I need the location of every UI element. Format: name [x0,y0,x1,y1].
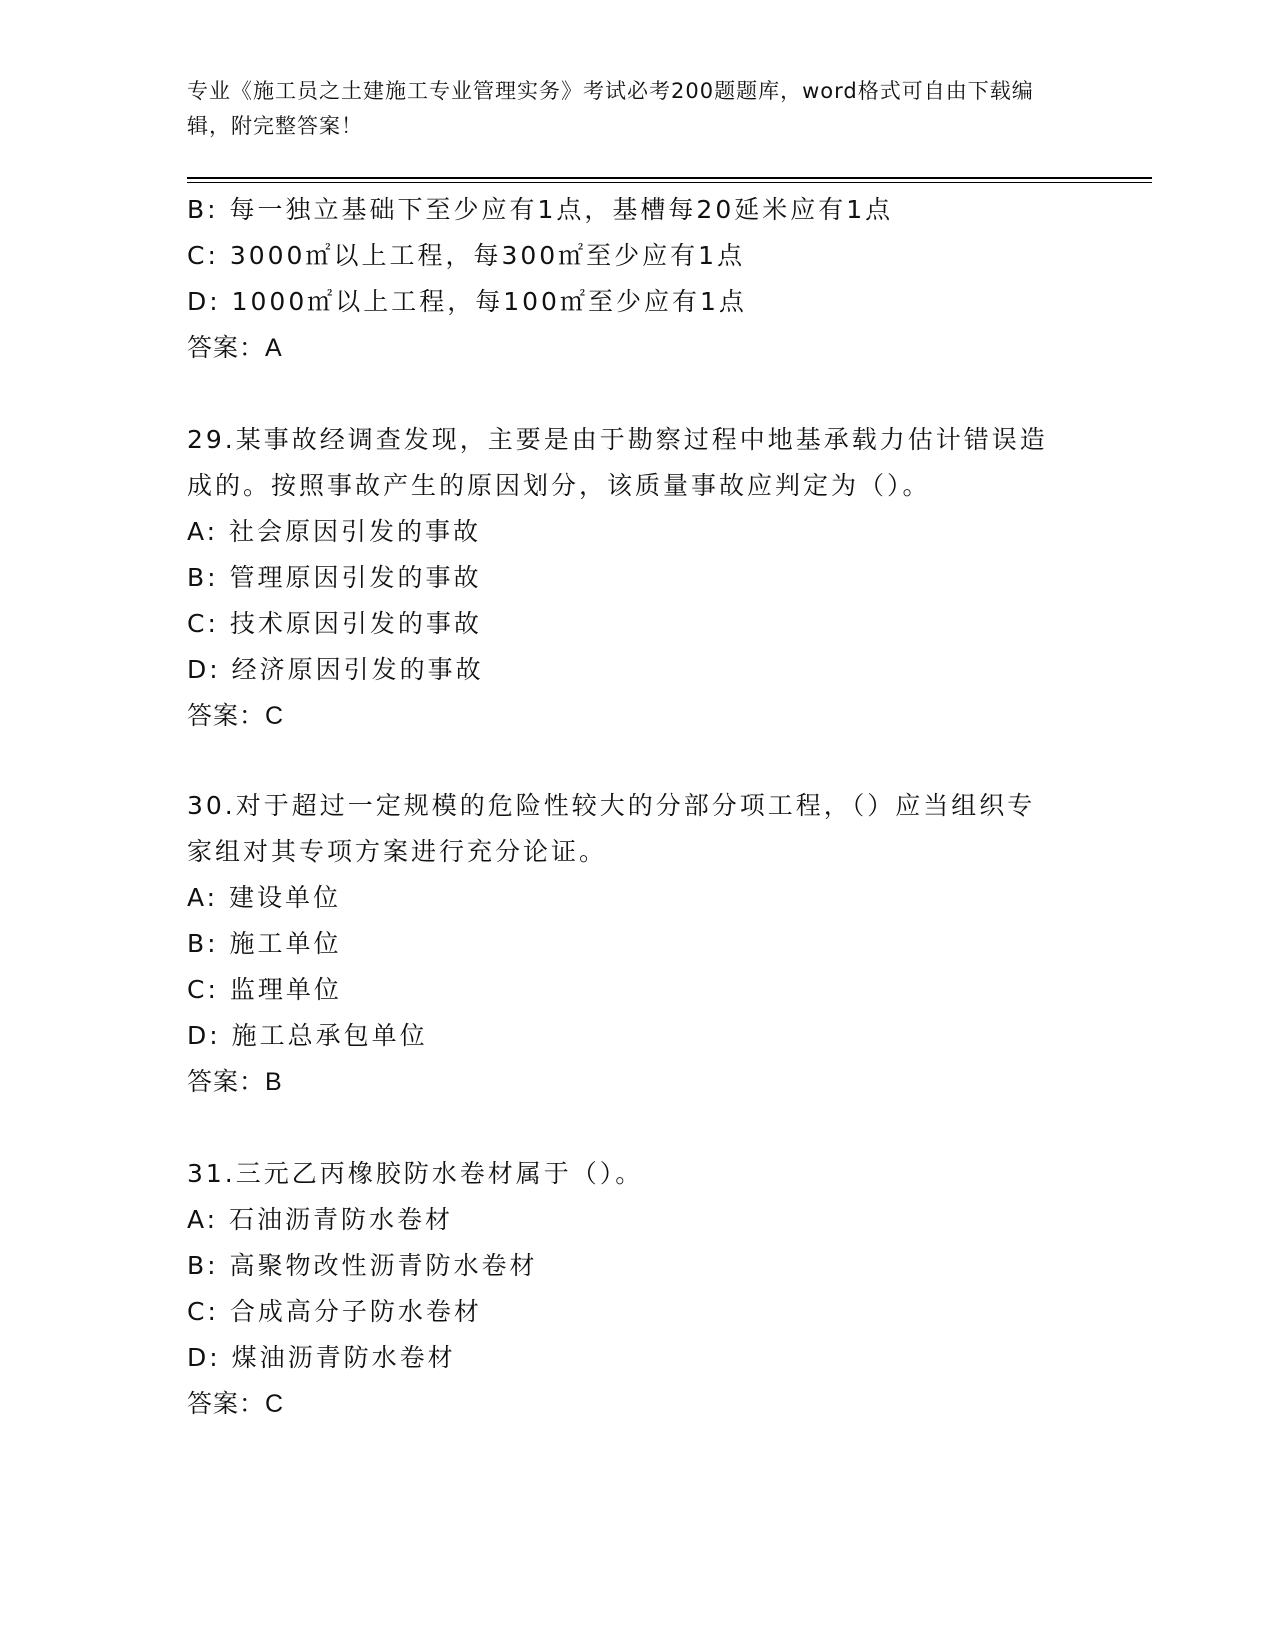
q28-answer: 答案：A [187,334,283,362]
q29-stem-line2: 成的。按照事故产生的原因划分，该质量事故应判定为（）。 [187,471,931,500]
q29-option-a: A: 社会原因引发的事故 [187,517,482,546]
q30-option-b: B: 施工单位 [187,929,342,958]
q30-stem-line2: 家组对其专项方案进行充分论证。 [187,837,608,866]
q29-option-b: B: 管理原因引发的事故 [187,563,482,592]
q30-option-a: A: 建设单位 [187,883,342,912]
q28-option-b: B: 每一独立基础下至少应有1点，基槽每20延米应有1点 [187,195,894,224]
q31-option-a: A: 石油沥青防水卷材 [187,1205,454,1234]
q31-option-b: B: 高聚物改性沥青防水卷材 [187,1251,538,1280]
document-header: 专业《施工员之土建施工专业管理实务》考试必考200题题库，word格式可自由下载编辑，附完整答案！ [187,79,1034,138]
q29-option-d: D: 经济原因引发的事故 [187,655,484,684]
q31-stem-line1: 31.三元乙丙橡胶防水卷材属于（）。 [187,1159,644,1188]
q30-option-c: C: 监理单位 [187,975,342,1004]
header-rule-thick [187,177,1152,179]
q29-stem-line1: 29.某事故经调查发现，主要是由于勘察过程中地基承载力估计错误造 [187,425,1048,454]
q31-answer: 答案：C [187,1390,285,1418]
q28-option-d: D: 1000㎡以上工程，每100㎡至少应有1点 [187,287,747,316]
q30-option-d: D: 施工总承包单位 [187,1021,428,1050]
q30-stem-line1: 30.对于超过一定规模的危险性较大的分部分项工程，（）应当组织专 [187,791,1036,820]
q29-option-c: C: 技术原因引发的事故 [187,609,482,638]
header-rule-thin [187,182,1152,183]
q31-option-d: D: 煤油沥青防水卷材 [187,1343,456,1372]
q28-option-c: C: 3000㎡以上工程，每300㎡至少应有1点 [187,241,746,270]
q30-answer: 答案：B [187,1068,283,1096]
q29-answer: 答案：C [187,702,285,730]
q31-option-c: C: 合成高分子防水卷材 [187,1297,482,1326]
